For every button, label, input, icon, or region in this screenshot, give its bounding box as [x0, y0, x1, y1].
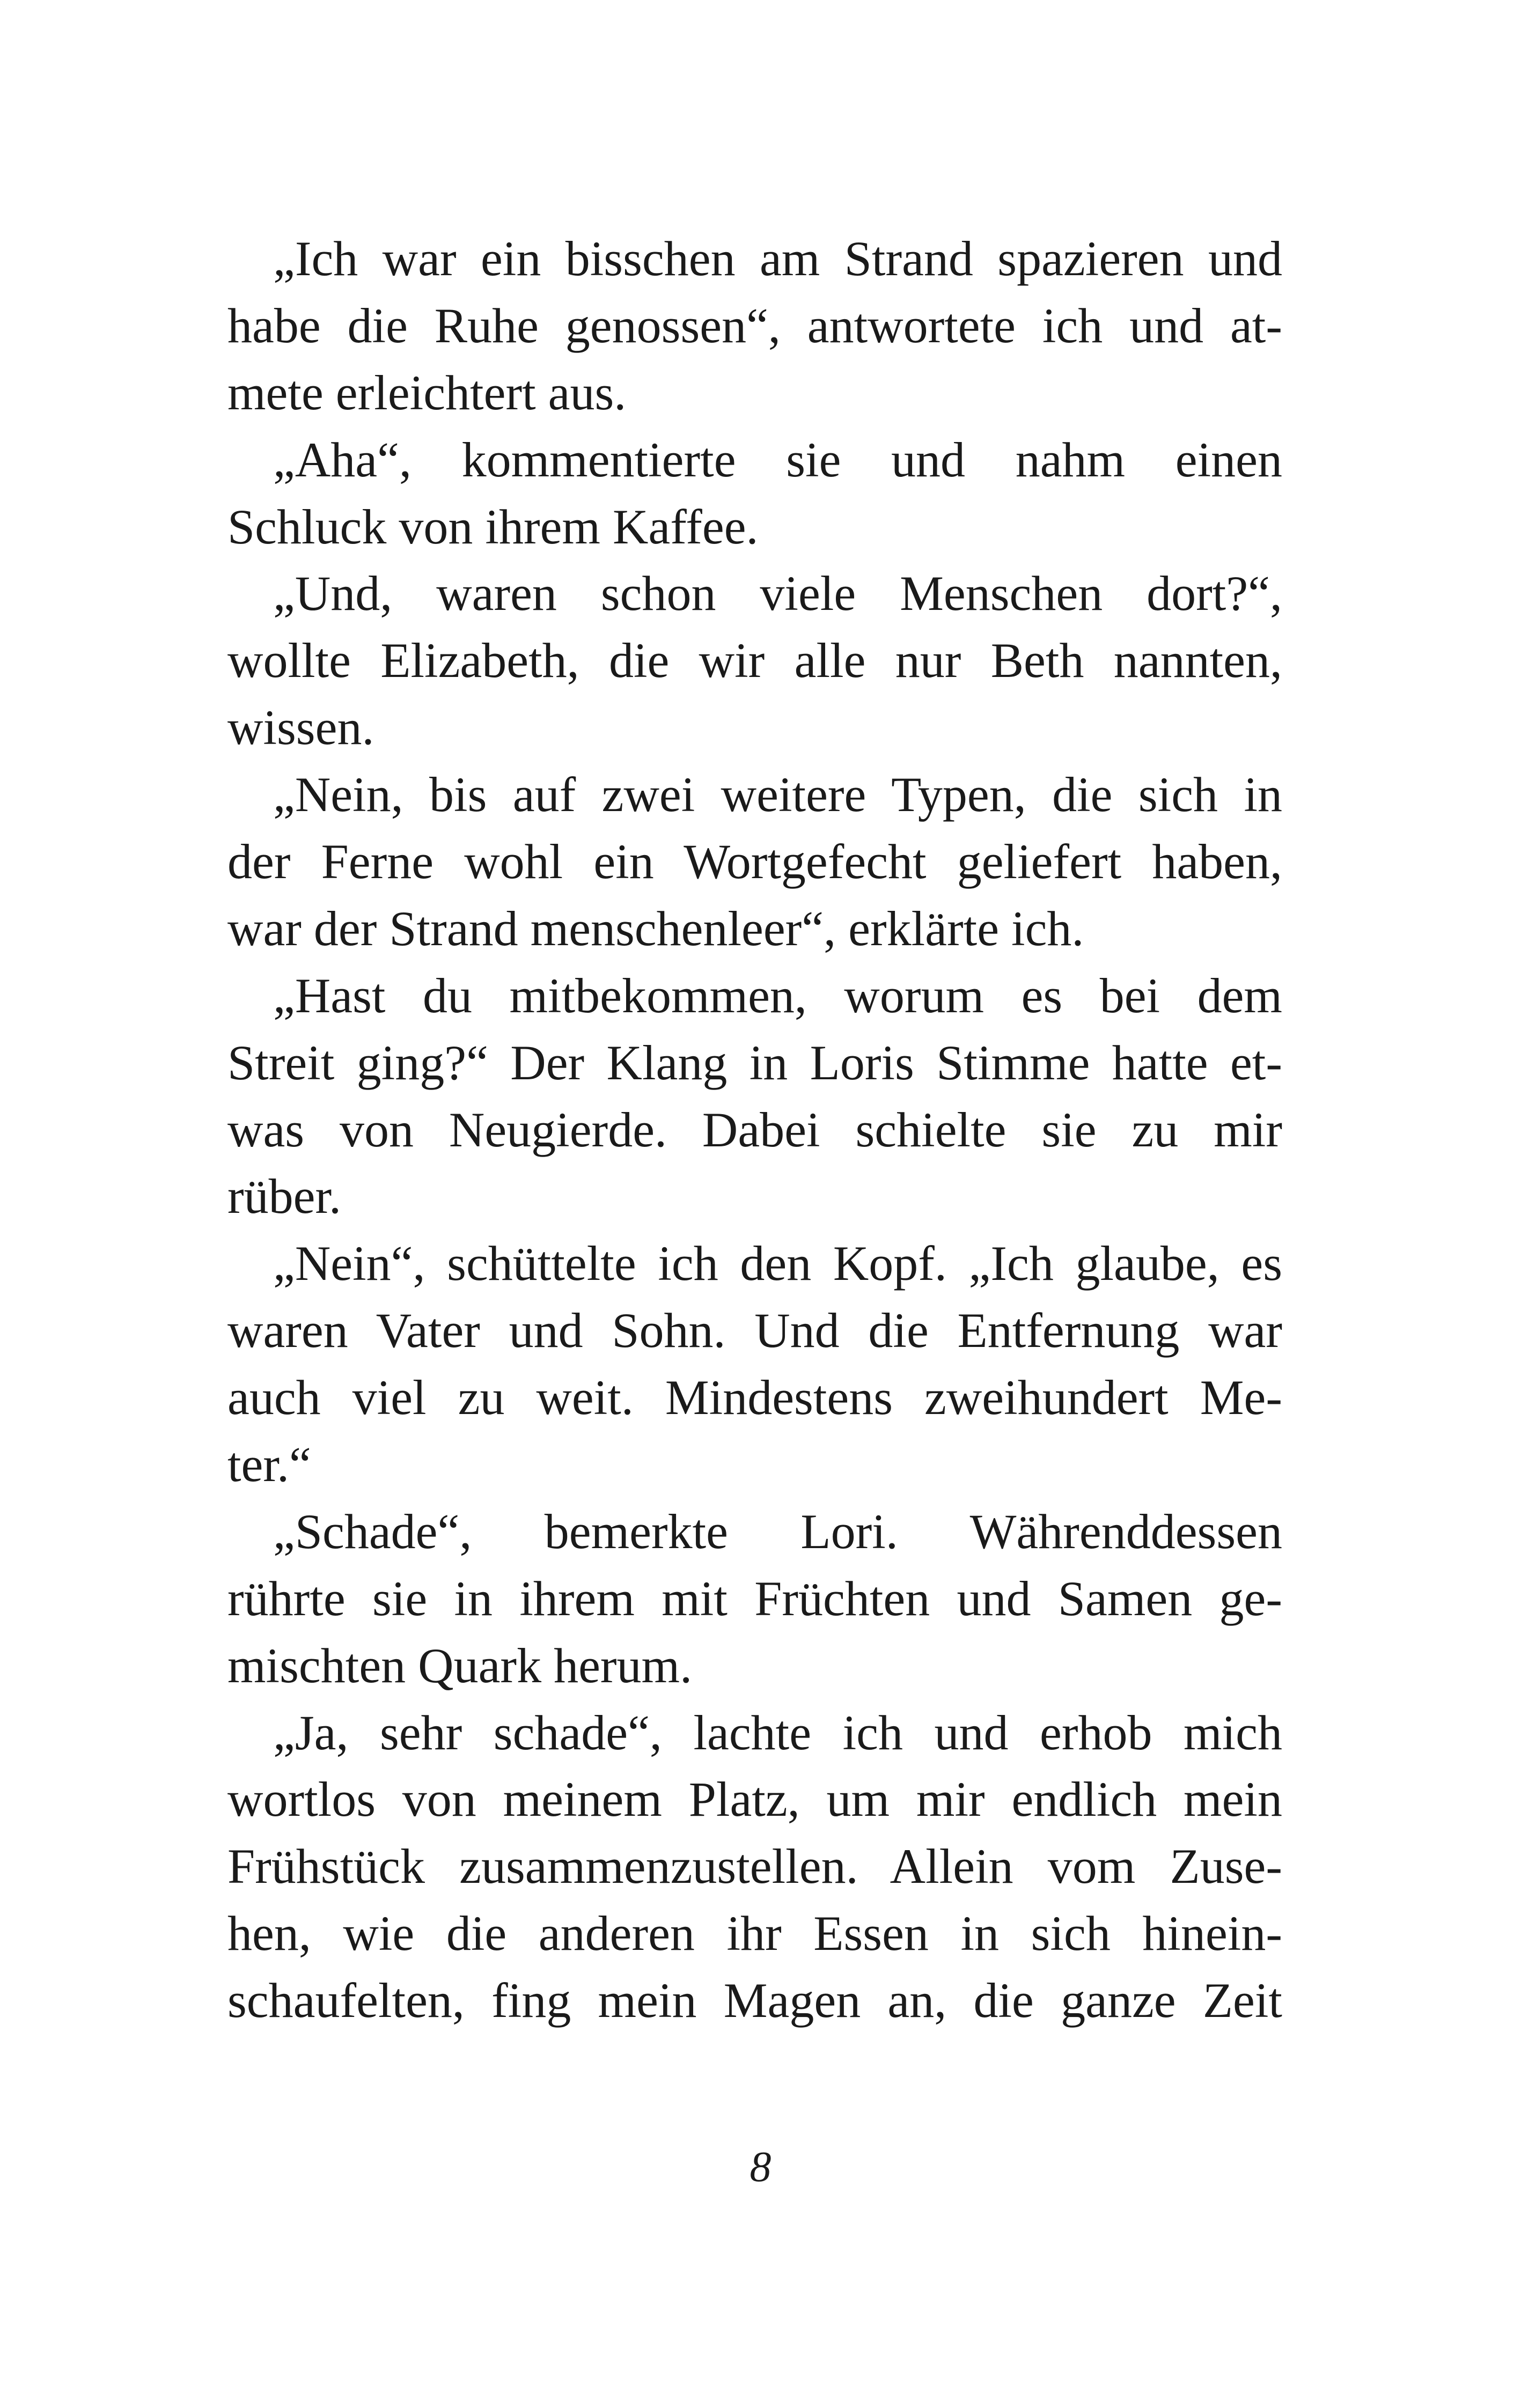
text-line: „Ich war ein bisschen am Strand spazieren und [273, 231, 1282, 286]
text-line: ter.“ [227, 1437, 311, 1492]
text-line: „Schade“, bemerkte Lori. Währenddessen [273, 1504, 1282, 1559]
paragraph [227, 1498, 1282, 1699]
text-line: Streit ging?“ Der Klang in Loris Stimme hatte et- [227, 1035, 1282, 1090]
paragraph [227, 761, 1282, 962]
page-number: 8 [750, 2144, 771, 2191]
text-line: „Nein, bis auf zwei weitere Typen, die sich in [273, 767, 1282, 822]
text-line: mete erleichtert aus. [227, 365, 627, 420]
paragraph [227, 426, 1282, 561]
text-line: „Ja, sehr schade“, lachte ich und erhob mich [273, 1705, 1282, 1760]
text-line: auch viel zu weit. Mindestens zweihundert Me- [227, 1370, 1282, 1425]
text-line: was von Neugierde. Dabei schielte sie zu mir [227, 1102, 1282, 1157]
text-line: hen, wie die anderen ihr Essen in sich hinein- [227, 1906, 1282, 1961]
text-line: wissen. [227, 700, 374, 755]
text-line: wortlos von meinem Platz, um mir endlich mein [227, 1772, 1282, 1827]
text-line: mischten Quark herum. [227, 1638, 693, 1693]
text-line: „Und, waren schon viele Menschen dort?“, [273, 566, 1282, 621]
paragraph [227, 1699, 1282, 2034]
text-line: „Hast du mitbekommen, worum es bei dem [273, 968, 1282, 1023]
paragraph [227, 1230, 1282, 1498]
text-line: Schluck von ihrem Kaffee. [227, 499, 759, 554]
text-line: war der Strand menschenleer“, erklärte ich. [227, 901, 1084, 956]
text-line: waren Vater und Sohn. Und die Entfernung war [227, 1303, 1282, 1358]
text-line: rührte sie in ihrem mit Früchten und Samen ge- [227, 1571, 1282, 1626]
body-text [227, 225, 1282, 2034]
text-line: wollte Elizabeth, die wir alle nur Beth nannten, [227, 633, 1282, 688]
paragraph [227, 225, 1282, 426]
text-line: schaufelten, fing mein Magen an, die ganze Zeit [227, 1973, 1282, 2028]
text-line: habe die Ruhe genossen“, antwortete ich und at- [227, 298, 1282, 353]
paragraph [227, 962, 1282, 1231]
text-line: „Aha“, kommentierte sie und nahm einen [273, 432, 1282, 487]
text-line: rüber. [227, 1169, 342, 1224]
text-line: „Nein“, schüttelte ich den Kopf. „Ich glaube, es [273, 1236, 1282, 1291]
text-line: der Ferne wohl ein Wortgefecht geliefert haben, [227, 834, 1282, 889]
text-line: Frühstück zusammenzustellen. Allein vom Zuse- [227, 1839, 1282, 1894]
paragraph [227, 560, 1282, 761]
